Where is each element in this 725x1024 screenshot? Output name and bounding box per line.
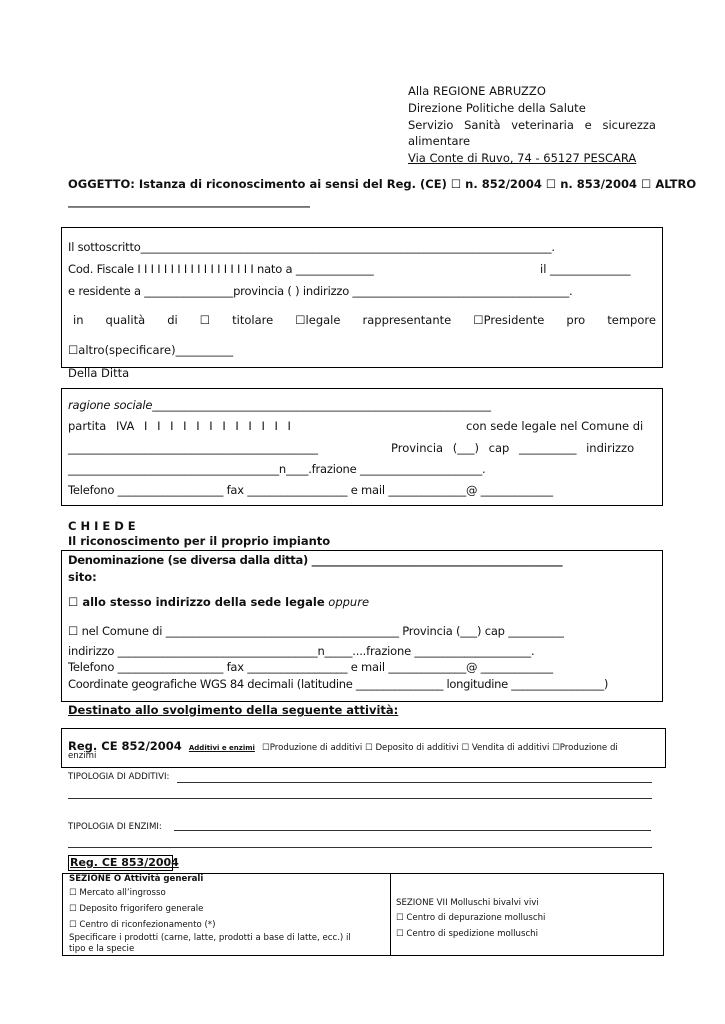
company-label: Della Ditta [68, 366, 130, 380]
sezione-o-title: SEZIONE O Attività generali [69, 874, 204, 884]
plant-name-line[interactable]: Denominazione (se diversa dalla ditta) ______________________________________________ [68, 553, 563, 567]
recipient-line-2: Direzione Politiche della Salute [408, 101, 586, 115]
specify-note-2: tipo e la specie [69, 944, 135, 954]
reg852-label: Reg. CE 852/2004 [68, 739, 182, 753]
recipient-line-5: Via Conte di Ruvo, 74 - 65127 PESCARA [408, 151, 637, 165]
applicant-birth-date[interactable]: il ______________ [540, 262, 631, 276]
applicant-fiscal-code-line[interactable]: Cod. Fiscale I I I I I I I I I I I I I I I I I I nato a ______________ [68, 262, 374, 276]
plant-coordinates-line[interactable]: Coordinate geografiche WGS 84 decimali (latitudine ________________ longitudine _________________) [68, 677, 609, 691]
reg853-table-divider [390, 873, 391, 955]
subject-blank: ______________________________________________ [68, 194, 310, 208]
titolare-checkbox[interactable]: ☐ [199, 313, 211, 327]
same-address-option[interactable]: ☐ allo stesso indirizzo della sede legale oppure [68, 595, 370, 609]
company-address-line[interactable]: ______________________________________n____.frazione ______________________. [68, 462, 486, 476]
reg853-table [62, 873, 664, 956]
spedizione-checkbox[interactable]: ☐ Centro di spedizione molluschi [396, 929, 539, 939]
deposito-checkbox[interactable]: ☐ Deposito frigorifero generale [69, 904, 204, 914]
sezione-vii-title: SEZIONE VII Molluschi bivalvi vivi [396, 898, 539, 908]
plant-contacts-line[interactable]: Telefono ___________________ fax __________________ e mail ______________@ _____________ [68, 660, 553, 674]
enzimi-line-1[interactable] [174, 830, 651, 831]
reg852-sublabel: Additivi e enzimi [188, 744, 255, 752]
altro-checkbox-line[interactable]: ☐altro(specificare)__________ [68, 343, 234, 357]
destination-label: Destinato allo svolgimento della seguente attività: [68, 703, 399, 717]
additivi-line-2[interactable] [68, 798, 652, 799]
riconfezionamento-checkbox[interactable]: ☐ Centro di riconfezionamento (*) [69, 920, 216, 930]
applicant-residence-line[interactable]: e residente a ________________provincia ( ) indirizzo _______________________________________. [68, 284, 573, 298]
company-comune-line[interactable]: _____________________________________________ [68, 441, 318, 455]
reg852-line-2: enzimi [68, 751, 97, 761]
reg852-options[interactable]: ☐Produzione di additivi ☐ Deposito di additivi ☐ Vendita di additivi ☐Produzione di [262, 743, 618, 753]
mercato-checkbox[interactable]: ☐ Mercato all’ingrosso [69, 888, 166, 898]
subject-line: OGGETTO: Istanza di riconoscimento ai sensi del Reg. (CE) ☐ n. 852/2004 ☐ n. 853/2004 ☐ ALTRO [68, 177, 697, 191]
additivi-line-1[interactable] [177, 782, 652, 783]
recipient-line-3: Servizio Sanità veterinaria e sicurezza [408, 118, 656, 132]
company-vat-line[interactable]: partita IVA I I I I I I I I I I I I [68, 419, 291, 433]
additivi-label: TIPOLOGIA DI ADDITIVI: [68, 772, 170, 782]
applicant-name-line[interactable]: Il sottoscritto__________________________________________________________________________. [68, 240, 555, 254]
company-province-line[interactable]: Provincia (___) cap __________ indirizzo [391, 441, 635, 455]
reg853-label: Reg. CE 853/2004 [70, 856, 179, 869]
company-name-line[interactable]: ragione sociale_____________________________________________________________ [68, 398, 491, 412]
plant-site-label: sito: [68, 570, 97, 584]
reg852-line [68, 735, 618, 754]
specify-note-1: Specificare i prodotti (carne, latte, prodotti a base di latte, ecc.) il [69, 933, 351, 943]
request-subtitle: Il riconoscimento per il proprio impianto [68, 534, 331, 548]
company-seat-label: con sede legale nel Comune di [466, 419, 644, 433]
plant-address-line[interactable]: indirizzo ____________________________________n_____....frazione _____________________. [68, 644, 535, 658]
recipient-line-4: alimentare [408, 134, 471, 148]
legale-checkbox[interactable]: ☐legale [295, 313, 341, 327]
depurazione-checkbox[interactable]: ☐ Centro di depurazione molluschi [396, 913, 546, 923]
other-comune-option[interactable]: ☐ nel Comune di __________________________________________ Provincia (___) cap __________ [68, 624, 564, 638]
presidente-checkbox[interactable]: ☐Presidente [473, 313, 545, 327]
request-title: C H I E D E [68, 519, 136, 533]
applicant-role-line: in qualità di ☐ titolare ☐legale rappresentante ☐Presidente pro tempore [73, 313, 656, 327]
company-contacts-line[interactable]: Telefono ___________________ fax __________________ e mail ______________@ _____________ [68, 483, 553, 497]
recipient-line-1: Alla REGIONE ABRUZZO [408, 84, 546, 98]
enzimi-line-2[interactable] [68, 847, 652, 848]
enzimi-label: TIPOLOGIA DI ENZIMI: [68, 822, 162, 832]
